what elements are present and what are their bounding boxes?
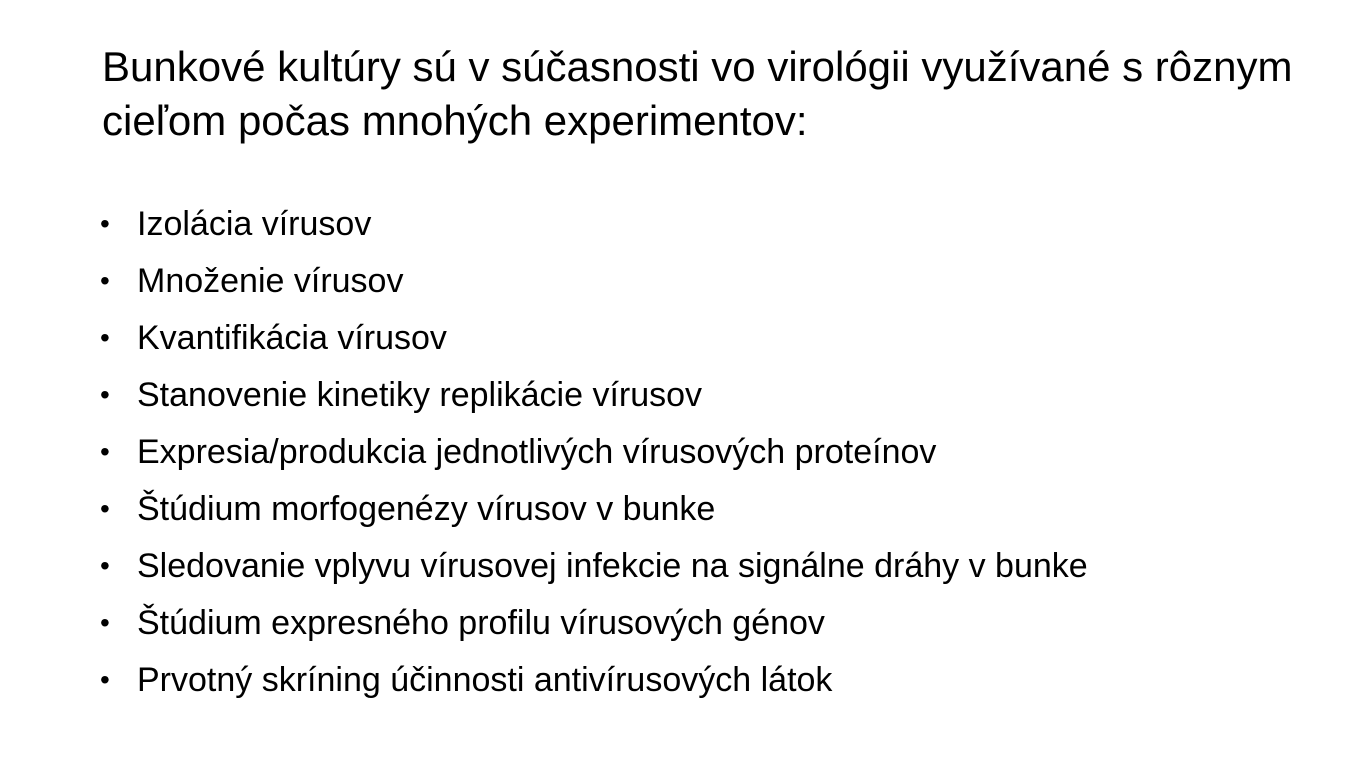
list-item [100, 197, 1088, 254]
bullet-icon: • [100, 208, 110, 239]
bullet-icon: • [100, 265, 110, 296]
list-item [100, 368, 1088, 425]
bullet-icon: • [100, 436, 110, 467]
list-item [100, 539, 1088, 596]
list-item-text: Stanovenie kinetiky replikácie vírusov [137, 376, 703, 414]
list-item [100, 311, 1088, 368]
list-item [100, 596, 1088, 653]
bullet-icon: • [100, 322, 110, 353]
list-item-text: Štúdium expresného profilu vírusových génov [137, 604, 825, 642]
list-item [100, 254, 1088, 311]
list-item-text: Prvotný skríning účinnosti antivírusových látok [137, 661, 833, 699]
list-item [100, 653, 1088, 710]
bullet-icon: • [100, 664, 110, 695]
bullet-icon: • [100, 379, 110, 410]
bullet-icon: • [100, 607, 110, 638]
slide-title: Bunkové kultúry sú v súčasnosti vo virológii využívané s rôznym cieľom počas mnohých experimentov: [102, 43, 1293, 144]
list-item-text: Expresia/produkcia jednotlivých vírusových proteínov [137, 433, 937, 471]
list-item-text: Štúdium morfogenézy vírusov v bunke [137, 490, 716, 528]
bullet-icon: • [100, 550, 110, 581]
list-item-text: Kvantifikácia vírusov [137, 319, 447, 357]
list-item [100, 482, 1088, 539]
list-item-text: Sledovanie vplyvu vírusovej infekcie na signálne dráhy v bunke [137, 547, 1088, 585]
list-item-text: Izolácia vírusov [137, 205, 372, 243]
list-item [100, 425, 1088, 482]
bullet-list [100, 197, 1088, 710]
list-item-text: Množenie vírusov [137, 262, 404, 300]
bullet-icon: • [100, 493, 110, 524]
